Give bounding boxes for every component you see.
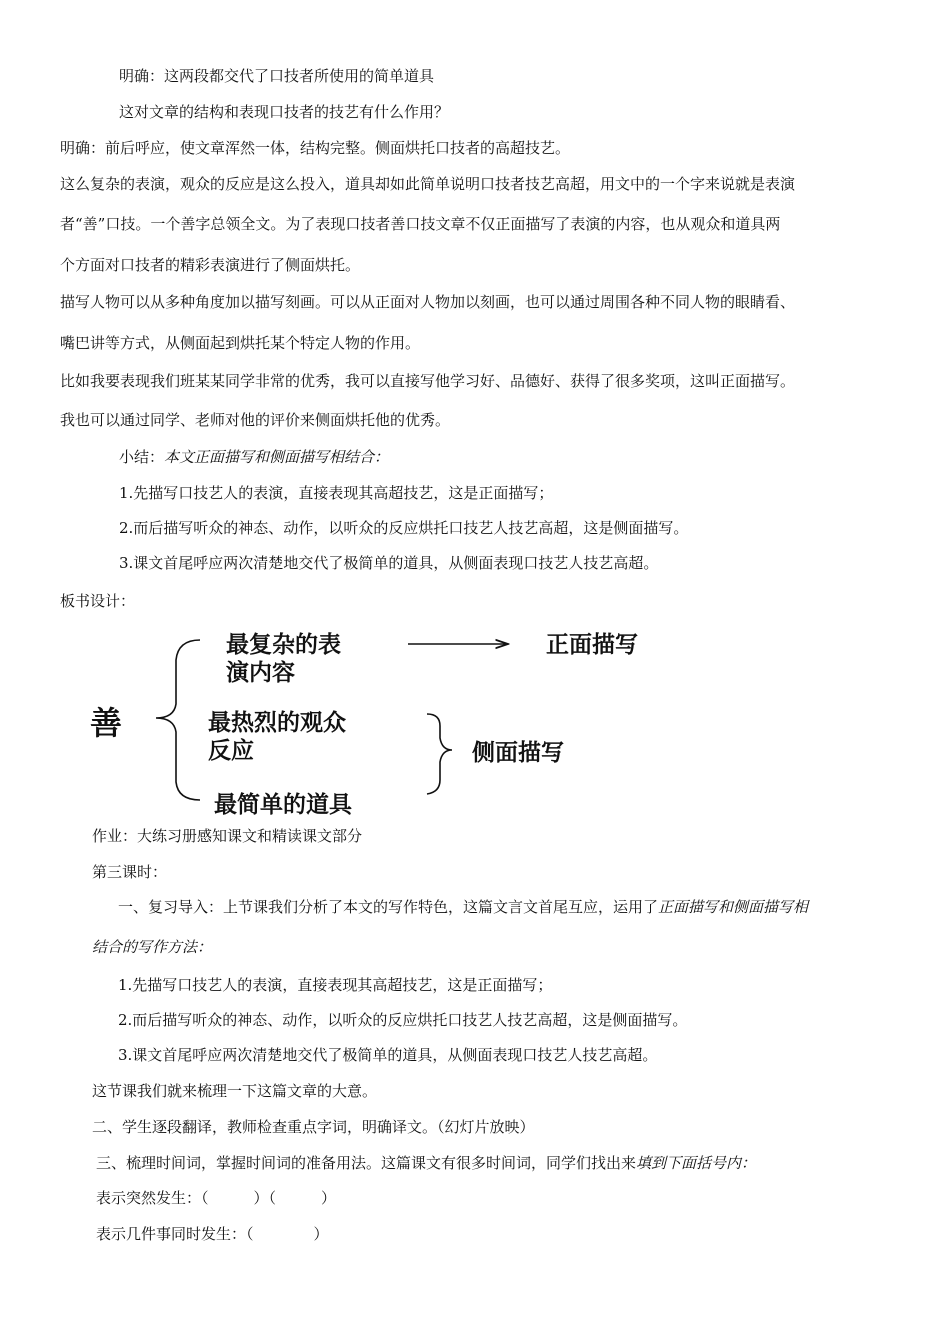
board-diagram	[80, 622, 720, 822]
paragraph: 比如我要表现我们班某某同学非常的优秀，我可以直接写他学习好、品德好、获得了很多奖项，这叫正面描写。	[60, 372, 796, 390]
board-item-3: 最简单的道具	[214, 792, 352, 818]
review-line-2: 结合的写作方法：	[92, 938, 213, 956]
review-line	[118, 897, 808, 917]
right-brace	[427, 714, 452, 794]
paragraph: 明确：这两段都交代了口技者所使用的简单道具	[119, 67, 435, 85]
paragraph: 个方面对口技者的精彩表演进行了侧面烘托。	[60, 256, 361, 274]
board-root: 善	[90, 704, 123, 742]
q3-italic: 填到下面括号内：	[636, 1154, 757, 1172]
summary-label: 小结：	[119, 448, 165, 466]
review-item: 3.课文首尾呼应两次清楚地交代了极简单的道具，从侧面表现口技艺人技艺高超。	[118, 1046, 658, 1064]
lesson-heading: 第三课时：	[92, 863, 168, 881]
paragraph: 这对文章的结构和表现口技者的技艺有什么作用？	[119, 103, 450, 121]
board-item-1: 最复杂的表	[226, 632, 341, 658]
summary-heading	[119, 447, 389, 467]
paragraph: 这节课我们就来梳理一下这篇文章的大意。	[92, 1082, 378, 1100]
paragraph: 我也可以通过同学、老师对他的评价来侧面烘托他的优秀。	[60, 411, 451, 429]
summary-text: 本文正面描写和侧面描写相结合：	[164, 448, 390, 466]
paragraph: 者“善”口技。一个善字总领全文。为了表现口技者善口技文章不仅正面描写了表演的内容，也从观众和道具两	[60, 215, 781, 233]
paragraph: 描写人物可以从多种角度加以描写刻画。可以从正面对人物加以刻画，也可以通过周围各种不同人物的眼睛看、	[60, 293, 796, 311]
board-side: 侧面描写	[472, 740, 564, 766]
board-label: 板书设计：	[60, 592, 136, 610]
paragraph: 明确：前后呼应，使文章浑然一体，结构完整。侧面烘托口技者的高超技艺。	[60, 139, 571, 157]
review-item: 1.先描写口技艺人的表演，直接表现其高超技艺，这是正面描写；	[118, 976, 553, 994]
board-front: 正面描写	[546, 632, 638, 658]
fill-blank: 表示突然发生：（ ）（ ）	[96, 1189, 337, 1207]
homework: 作业：大练习册感知课文和精读课文部分	[92, 827, 363, 845]
summary-item: 3.课文首尾呼应两次清楚地交代了极简单的道具，从侧面表现口技艺人技艺高超。	[119, 554, 659, 572]
paragraph	[96, 1153, 756, 1173]
board-item-2b: 反应	[208, 738, 254, 764]
fill-blank: 表示几件事同时发生：（ ）	[96, 1225, 329, 1243]
board-item-1b: 演内容	[226, 660, 295, 686]
left-brace	[156, 640, 200, 800]
paragraph: 嘴巴讲等方式，从侧面起到烘托某个特定人物的作用。	[60, 334, 421, 352]
paragraph: 二、学生逐段翻译，教师检查重点字词，明确译文。（幻灯片放映）	[92, 1118, 535, 1136]
paragraph: 这么复杂的表演，观众的反应是这么投入，道具却如此简单说明口技者技艺高超，用文中的一个字来说就是表演	[60, 175, 796, 193]
review-item: 2.而后描写听众的神态、动作，以听众的反应烘托口技艺人技艺高超，这是侧面描写。	[118, 1011, 688, 1029]
board-item-2: 最热烈的观众	[208, 710, 346, 736]
summary-item: 1.先描写口技艺人的表演，直接表现其高超技艺，这是正面描写；	[119, 484, 554, 502]
review-text: 一、复习导入：上节课我们分析了本文的写作特色，这篇文言文首尾互应，运用了	[118, 898, 659, 916]
summary-item: 2.而后描写听众的神态、动作，以听众的反应烘托口技艺人技艺高超，这是侧面描写。	[119, 519, 689, 537]
review-italic: 正面描写和侧面描写相	[658, 898, 809, 916]
q3-text: 三、梳理时间词，掌握时间词的准备用法。这篇课文有很多时间词，同学们找出来	[96, 1154, 637, 1172]
